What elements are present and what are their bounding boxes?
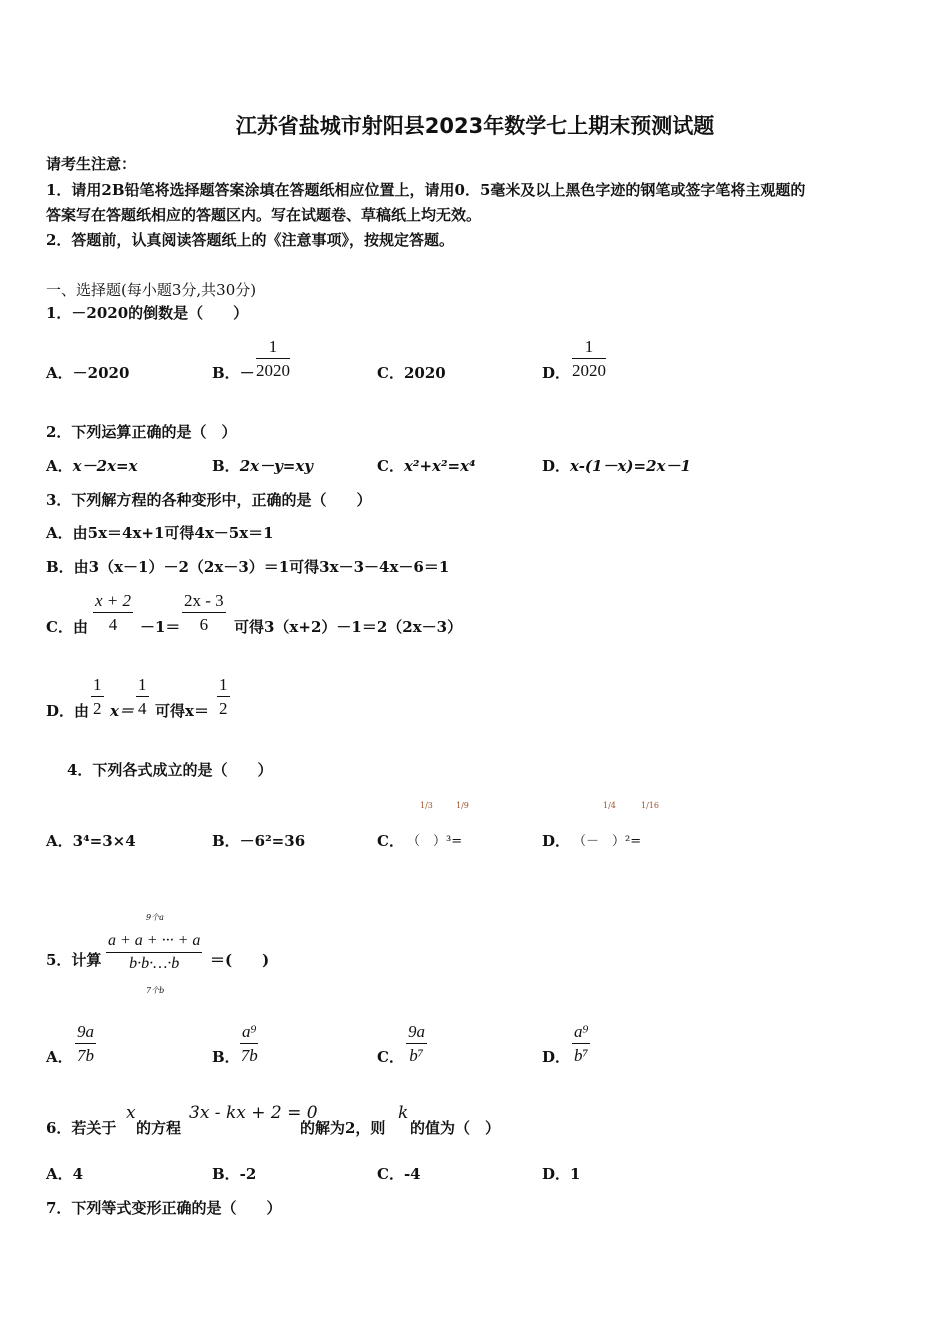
q5-c-den: b⁷ bbox=[409, 1046, 424, 1065]
q2-option-a bbox=[46, 455, 137, 476]
q1-option-d-label: D． bbox=[542, 364, 571, 382]
q4-c-small-frac-1: 1/3 bbox=[420, 801, 433, 810]
q5-option-c-label: C． bbox=[377, 1048, 404, 1066]
q5-option-a-fraction bbox=[75, 1022, 96, 1066]
q3-d-fraction-3 bbox=[217, 675, 230, 719]
q1-b-num: 1 bbox=[256, 337, 290, 359]
q5-a-num: 9a bbox=[75, 1022, 96, 1044]
q1-d-den: 2020 bbox=[572, 361, 606, 380]
q3-option-b: B．由3（x－1）－2（2x－3）＝1可得3x－3－4x－6＝1 bbox=[46, 558, 450, 576]
q2-a-label: A． bbox=[46, 457, 73, 475]
q6-var-x: x bbox=[126, 1103, 136, 1123]
q3-d-mid: x＝ bbox=[110, 702, 134, 720]
q1-option-a: A．－2020 bbox=[46, 364, 130, 382]
q3-d-f2-den: 4 bbox=[138, 699, 147, 718]
q3-d-f3-den: 2 bbox=[219, 699, 228, 718]
q6-stem-1: 6．若关于 bbox=[46, 1119, 117, 1137]
q3-stem: 3．下列解方程的各种变形中，正确的是（ ） bbox=[46, 491, 372, 509]
q7-stem: 7．下列等式变形正确的是（ ） bbox=[46, 1199, 282, 1217]
q5-d-den: b⁷ bbox=[574, 1046, 589, 1065]
q5-fraction bbox=[106, 932, 202, 973]
q6-stem-2: 的方程 bbox=[136, 1119, 182, 1137]
q2-option-d bbox=[542, 455, 691, 476]
q1-b-den: 2020 bbox=[256, 361, 290, 380]
q5-option-b-label: B． bbox=[212, 1048, 240, 1066]
q2-option-b bbox=[212, 455, 313, 476]
q2-option-c bbox=[377, 455, 476, 476]
q3-option-c-label: C．由 bbox=[46, 618, 88, 636]
q6-equation: 3x - kx + 2 = 0 bbox=[189, 1103, 318, 1123]
q5-tail: ＝( ) bbox=[210, 951, 270, 969]
q5-b-den: 7b bbox=[240, 1046, 258, 1065]
notice-line-1: 1．请用2B铅笔将选择题答案涂填在答题纸相应位置上，请用0．5毫米及以上黑色字迹的钢笔或签字笔将主观题的 bbox=[46, 181, 806, 199]
q6-option-b: B．-2 bbox=[212, 1165, 257, 1183]
q4-d-small-frac-2: 1/16 bbox=[641, 801, 659, 810]
q1-option-d-fraction bbox=[572, 337, 606, 381]
q1-d-num: 1 bbox=[572, 337, 606, 359]
q3-d-f2-num: 1 bbox=[136, 675, 149, 697]
q2-c-label: C． bbox=[377, 457, 404, 475]
q3-d-f3-num: 1 bbox=[217, 675, 230, 697]
q4-d-expr: （－ ）²= bbox=[573, 834, 642, 849]
q4-c-expr: （ ）³= bbox=[407, 834, 463, 849]
q2-d-label: D． bbox=[542, 457, 571, 475]
q2-d-expr: x-(1－x)=2x－1 bbox=[570, 457, 691, 475]
q2-b-expr: 2x－y=xy bbox=[239, 457, 314, 475]
q5-bottom-note: 7个b bbox=[146, 986, 165, 995]
q3-option-a: A．由5x＝4x+1可得4x－5x＝1 bbox=[46, 524, 274, 542]
q2-b-label: B． bbox=[212, 457, 240, 475]
q2-a-expr: x－2x=x bbox=[72, 457, 138, 475]
q6-option-c: C．-4 bbox=[377, 1165, 421, 1183]
q6-option-a: A．4 bbox=[46, 1165, 84, 1183]
q5-stem: 5．计算 bbox=[46, 951, 102, 969]
q3-c-f2-den: 6 bbox=[199, 615, 209, 634]
q1-option-b-label: B．－ bbox=[212, 364, 255, 382]
q3-d-f1-den: 2 bbox=[93, 699, 102, 718]
q5-b-num: a⁹ bbox=[240, 1022, 258, 1044]
notice-line-2: 答案写在答题纸相应的答题区内。写在试题卷、草稿纸上均无效。 bbox=[46, 206, 482, 224]
q5-option-d-label: D． bbox=[542, 1048, 571, 1066]
q5-den: b·b·…·b bbox=[129, 955, 180, 972]
q5-option-c-fraction bbox=[406, 1022, 427, 1066]
notice-header: 请考生注意： bbox=[46, 155, 137, 173]
q4-option-c-label: C． bbox=[377, 832, 404, 850]
q3-c-mid: －1＝ bbox=[140, 618, 181, 636]
q5-a-den: 7b bbox=[77, 1046, 94, 1065]
q5-top-note: 9个a bbox=[146, 913, 164, 922]
q6-option-d: D．1 bbox=[542, 1165, 581, 1183]
q5-option-d-fraction bbox=[572, 1022, 590, 1066]
q4-option-d-label: D． bbox=[542, 832, 571, 850]
q4-stem: 4．下列各式成立的是（ ） bbox=[67, 761, 273, 779]
q4-option-b: B．－6²=36 bbox=[212, 832, 306, 850]
q6-var-k: k bbox=[398, 1103, 409, 1123]
q5-d-num: a⁹ bbox=[572, 1022, 590, 1044]
q6-stem-3: 的解为2，则 bbox=[300, 1119, 386, 1137]
page-title: 江苏省盐城市射阳县2023年数学七上期末预测试题 bbox=[235, 114, 715, 138]
q5-c-num: 9a bbox=[406, 1022, 427, 1044]
q3-c-fraction-2 bbox=[182, 591, 226, 635]
q1-option-c: C．2020 bbox=[377, 364, 446, 382]
q3-option-d-label: D．由 bbox=[46, 702, 90, 720]
q4-c-small-frac-2: 1/9 bbox=[456, 801, 469, 810]
q1-option-b-fraction bbox=[256, 337, 290, 381]
q6-stem-4: 的值为（ ） bbox=[410, 1119, 501, 1137]
q3-c-f1-den: 4 bbox=[108, 615, 118, 634]
q3-c-f1-num: x + 2 bbox=[93, 591, 133, 613]
section-heading: 一、选择题(每小题3分,共30分) bbox=[46, 281, 257, 299]
q3-d-fraction-1 bbox=[91, 675, 104, 719]
q2-stem: 2．下列运算正确的是（ ） bbox=[46, 423, 237, 441]
q4-d-small-frac-1: 1/4 bbox=[603, 801, 616, 810]
q2-c-expr: x²+x²=x⁴ bbox=[403, 457, 476, 475]
q5-option-a-label: A． bbox=[46, 1048, 73, 1066]
q3-c-f2-num: 2x - 3 bbox=[182, 591, 226, 613]
q4-option-a: A．3⁴=3×4 bbox=[46, 832, 136, 850]
q3-c-fraction-1 bbox=[93, 591, 133, 635]
q3-d-f1-num: 1 bbox=[91, 675, 104, 697]
q1-stem: 1．－2020的倒数是（ ） bbox=[46, 304, 249, 322]
q5-num: a + a + ··· + a bbox=[106, 932, 202, 953]
q3-d-fraction-2 bbox=[136, 675, 149, 719]
q3-c-tail: 可得3（x+2）－1＝2（2x－3） bbox=[234, 618, 463, 636]
q5-option-b-fraction bbox=[240, 1022, 258, 1066]
q3-d-mid2: 可得x＝ bbox=[155, 702, 209, 720]
notice-line-3: 2．答题前，认真阅读答题纸上的《注意事项》，按规定答题。 bbox=[46, 231, 454, 249]
